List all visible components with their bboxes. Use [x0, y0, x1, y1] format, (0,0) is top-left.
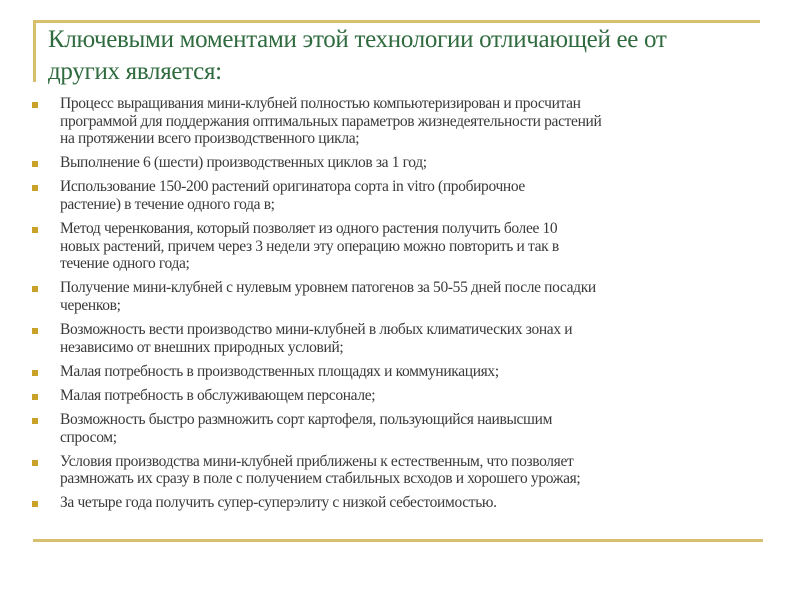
title-line: других является: — [48, 58, 222, 85]
list-item — [30, 321, 780, 356]
list-item-text: программой для поддержания оптимальных параметров жизнедеятельности растений — [60, 112, 602, 130]
list-item-text: За четыре года получить супер-суперэлиту с низкой себестоимостью. — [60, 494, 497, 512]
list-item — [30, 178, 780, 213]
list-item-text: Возможность быстро размножить сорт картофеля, пользующийся наивысшим — [60, 410, 553, 428]
list-item-text: Возможность вести производство мини-клубней в любых климатических зонах и — [60, 321, 573, 339]
list-item-text: спросом; — [60, 428, 117, 446]
list-item — [30, 279, 780, 314]
list-item-text: Получение мини-клубней с нулевым уровнем патогенов за 50-55 дней после посадки — [60, 279, 596, 297]
list-item — [30, 494, 780, 512]
list-item-text: Условия производства мини-клубней приближены к естественным, что позволяет — [60, 452, 574, 470]
slide-title — [48, 24, 768, 88]
list-item-text: Использование 150-200 растений оригинатора сорта in vitro (пробирочное — [60, 178, 525, 196]
square-bullet-icon — [32, 328, 38, 334]
list-item-text: независимо от внешних природных условий; — [60, 338, 344, 356]
square-bullet-icon — [32, 501, 38, 507]
list-item — [30, 154, 780, 172]
square-bullet-icon — [32, 460, 38, 466]
square-bullet-icon — [32, 370, 38, 376]
list-item-text: Метод черенкования, который позволяет из одного растения получить более 10 — [60, 220, 558, 238]
square-bullet-icon — [32, 185, 38, 191]
list-item-text: новых растений, причем через 3 недели эту операцию можно повторить и так в — [60, 237, 559, 255]
list-item — [30, 411, 780, 446]
bullet-list — [30, 95, 780, 518]
list-item — [30, 95, 780, 148]
list-item-text: Малая потребность в обслуживающем персонале; — [60, 386, 376, 404]
list-item-text: Малая потребность в производственных площадях и коммуникациях; — [60, 362, 499, 380]
square-bullet-icon — [32, 227, 38, 233]
list-item-text: на протяжении всего производственного цикла; — [60, 130, 360, 148]
left-accent-line — [33, 20, 36, 82]
list-item — [30, 387, 780, 405]
square-bullet-icon — [32, 394, 38, 400]
bottom-divider — [33, 539, 763, 542]
list-item-text: течение одного года; — [60, 255, 190, 273]
square-bullet-icon — [32, 286, 38, 292]
list-item-text: Выполнение 6 (шести) производственных циклов за 1 год; — [60, 154, 427, 172]
list-item — [30, 220, 780, 273]
list-item-text: Процесс выращивания мини-клубней полностью компьютеризирован и просчитан — [60, 95, 581, 112]
list-item-text: черенков; — [60, 296, 121, 314]
square-bullet-icon — [32, 418, 38, 424]
title-line: Ключевыми моментами этой технологии отличающей ее от — [48, 26, 667, 53]
list-item — [30, 363, 780, 381]
square-bullet-icon — [32, 102, 38, 108]
list-item — [30, 453, 780, 488]
list-item-text: размножать их сразу в поле с получением стабильных всходов и хорошего урожая; — [60, 470, 581, 488]
list-item-text: растение) в течение одного года в; — [60, 195, 275, 213]
square-bullet-icon — [32, 161, 38, 167]
top-divider — [33, 20, 760, 23]
